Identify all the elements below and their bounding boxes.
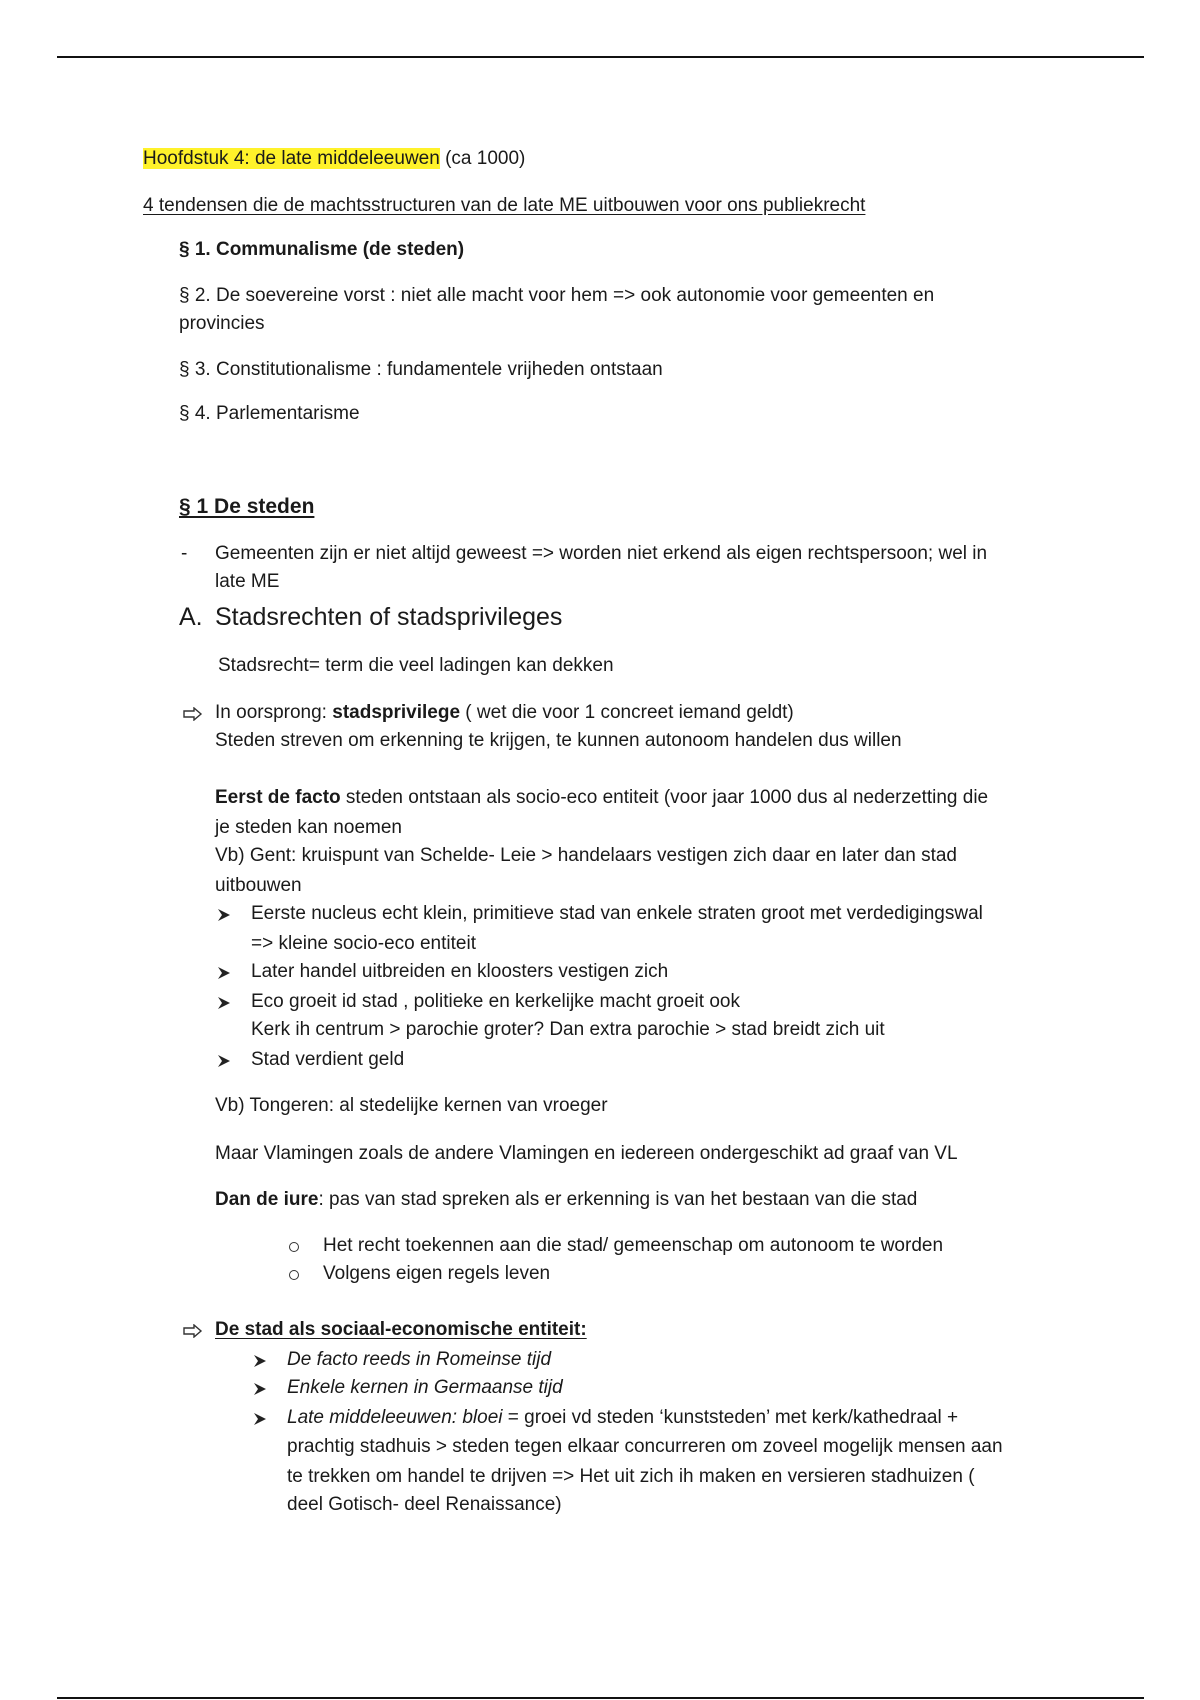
dash-marker: - <box>181 543 188 564</box>
origin-suffix: ( wet die voor 1 concreet iemand geldt) <box>460 702 794 723</box>
tendency-3: § 3. Constitutionalisme : fundamentele vrijheden ontstaan <box>179 359 663 380</box>
dash-bullet-line1: Gemeenten zijn er niet altijd geweest => worden niet erkend als eigen rechtspersoon; wel in <box>215 543 988 564</box>
bottom-rule <box>57 1697 1144 1699</box>
chevron-right-icon <box>253 1352 267 1366</box>
chevron-right-icon <box>253 1380 267 1394</box>
dash-bullet-line2: late ME <box>215 571 280 592</box>
gent-line1: Vb) Gent: kruispunt van Schelde- Leie > handelaars vestigen zich daar en later dan stad <box>215 845 957 866</box>
iure-bold: Dan de iure <box>215 1189 319 1210</box>
soc-item-3-italic: Late middeleeuwen: bloei <box>287 1407 503 1428</box>
origin-line2: Steden streven om erkenning te krijgen, te kunnen autonoom handelen dus willen <box>215 730 902 751</box>
soc-item-1: De facto reeds in Romeinse tijd <box>287 1349 552 1370</box>
arrow-icon <box>183 705 203 719</box>
tendency-4: § 4. Parlementarisme <box>179 403 360 424</box>
circle-bullet-icon <box>289 1270 299 1280</box>
gent-line2: uitbouwen <box>215 875 302 896</box>
tongeren-line: Vb) Tongeren: al stedelijke kernen van vroeger <box>215 1095 608 1116</box>
chevron-right-icon <box>217 964 231 978</box>
chevron-right-icon <box>217 906 231 920</box>
soc-item-3-line1 <box>287 1405 958 1431</box>
soc-item-3-line2: prachtig stadhuis > steden tegen elkaar concurreren om zoveel mogelijk mensen aan <box>287 1436 1003 1457</box>
chevron-item-1-line1: Eerste nucleus echt klein, primitieve stad van enkele straten groot met verdedigingswal <box>251 903 983 924</box>
section-heading: § 1 De steden <box>179 495 315 518</box>
facto-line2: je steden kan noemen <box>215 817 402 838</box>
arrow-icon <box>183 1322 203 1336</box>
chevron-item-1-line2: => kleine socio-eco entiteit <box>251 933 476 954</box>
chevron-item-2: Later handel uitbreiden en kloosters vestigen zich <box>251 961 669 982</box>
soc-item-3-line3: te trekken om handel te drijven => Het uit zich ih maken en versieren stadhuizen ( <box>287 1466 975 1487</box>
chapter-date: (ca 1000) <box>439 148 526 169</box>
tendency-2-cont: provincies <box>179 313 265 334</box>
soc-item-3-rest: = groei vd steden ‘kunststeden’ met kerk/kathedraal + <box>502 1407 959 1428</box>
chapter-subtitle: 4 tendensen die de machtsstructuren van de late ME uitbouwen voor ons publiekrecht <box>143 195 866 216</box>
vlamingen-line: Maar Vlamingen zoals de andere Vlamingen en iedereen ondergeschikt ad graaf van VL <box>215 1143 958 1164</box>
tendency-1: § 1. Communalisme (de steden) <box>179 239 465 260</box>
subheading-letter: A. <box>179 603 203 631</box>
top-rule <box>57 56 1144 58</box>
subheading-a: Stadsrechten of stadsprivileges <box>215 603 563 631</box>
origin-bold: stadsprivilege <box>332 702 461 723</box>
iure-line <box>215 1187 917 1213</box>
soc-item-3-line4: deel Gotisch- deel Renaissance) <box>287 1494 562 1515</box>
facto-line1 <box>215 785 988 811</box>
definition-line: Stadsrecht= term die veel ladingen kan dekken <box>218 655 614 676</box>
circle-item-1: Het recht toekennen aan die stad/ gemeenschap om autonoom te worden <box>323 1235 944 1256</box>
facto-bold: Eerst de facto <box>215 787 341 808</box>
circle-bullet-icon <box>289 1242 299 1252</box>
iure-rest: : pas van stad spreken als er erkenning is van het bestaan van die stad <box>318 1189 918 1210</box>
circle-item-2: Volgens eigen regels leven <box>323 1263 551 1284</box>
chevron-right-icon <box>253 1410 267 1424</box>
soc-item-2: Enkele kernen in Germaanse tijd <box>287 1377 563 1398</box>
chevron-right-icon <box>217 1052 231 1066</box>
tendency-2: § 2. De soevereine vorst : niet alle macht voor hem => ook autonomie voor gemeenten en <box>179 285 935 306</box>
social-economic-heading: De stad als sociaal-economische entiteit: <box>215 1319 587 1340</box>
origin-prefix: In oorsprong: <box>215 702 333 723</box>
chevron-right-icon <box>217 994 231 1008</box>
chevron-item-4: Stad verdient geld <box>251 1049 405 1070</box>
chapter-title-line <box>143 146 525 172</box>
origin-line <box>215 700 794 726</box>
facto-rest: steden ontstaan als socio-eco entiteit (voor jaar 1000 dus al nederzetting die <box>340 787 989 808</box>
chapter-title: Hoofdstuk 4: de late middeleeuwen <box>143 148 440 169</box>
chevron-item-3-line1: Eco groeit id stad , politieke en kerkelijke macht groeit ook <box>251 991 740 1012</box>
chevron-item-3-line2: Kerk ih centrum > parochie groter? Dan extra parochie > stad breidt zich uit <box>251 1019 885 1040</box>
